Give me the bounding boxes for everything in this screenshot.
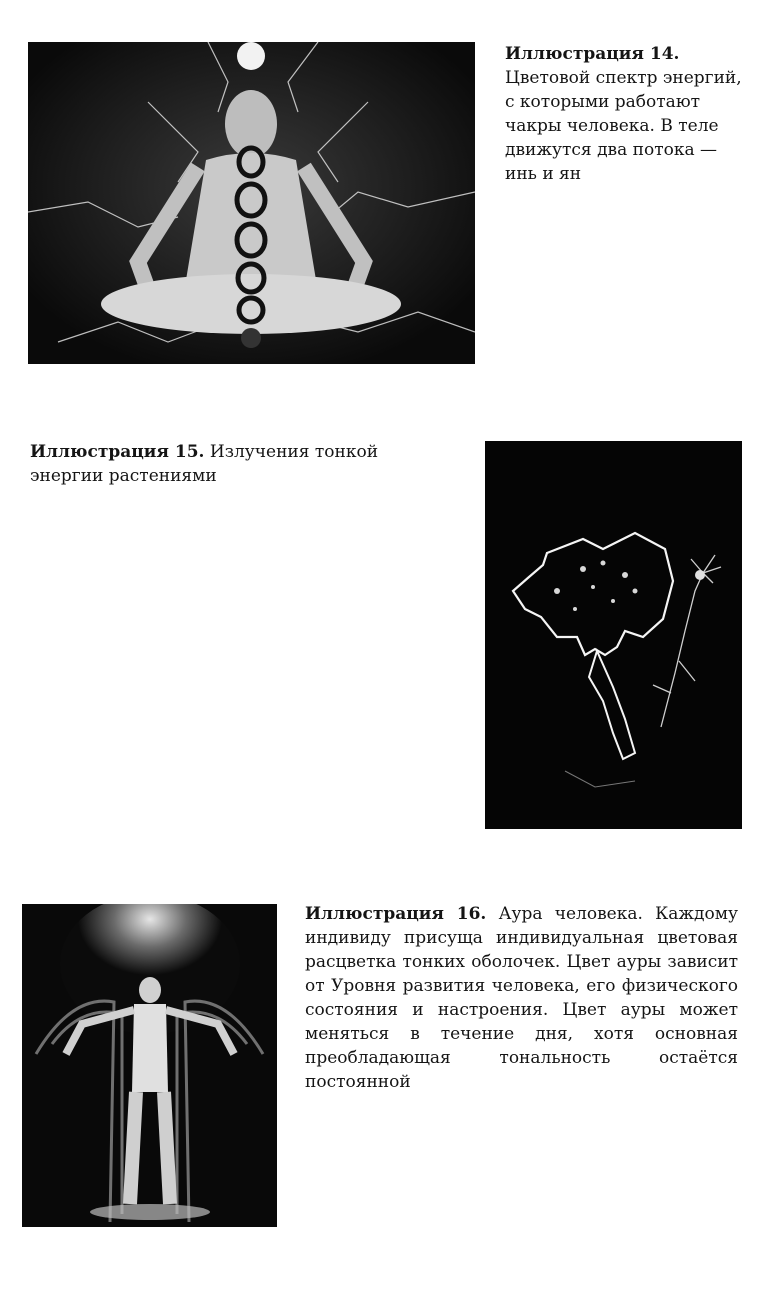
plant-aura-illustration xyxy=(485,441,742,829)
figure-16-text: Аура человека. Каждому индивиду присуща индивидуальная цветовая расцветка тонких оболочек. Цвет ауры зависит от Уровня развития человека, его физического состояния и настроения. Цвет ауры может меняться в течение дня, хотя основная преобладающая тональность остаётся постоянной xyxy=(305,904,738,1092)
figure-16-image xyxy=(22,904,277,1227)
figure-14-label: Иллюстрация 14. xyxy=(505,44,680,64)
figure-15-label: Иллюстрация 15. xyxy=(30,442,205,462)
figure-14-caption xyxy=(505,42,750,186)
figure-16-label: Иллюстрация 16. xyxy=(305,904,487,924)
figure-14-text: Цветовой спектр энергий, с которыми работают чакры человека. В теле движутся два потока — инь и ян xyxy=(505,68,742,184)
figure-15-image xyxy=(485,441,742,829)
figure-15-caption xyxy=(30,440,450,488)
figure-16-caption xyxy=(305,902,738,1094)
figure-15-text: Излучения тонкой энергии растениями xyxy=(30,442,379,486)
human-aura-illustration xyxy=(22,904,277,1227)
meditating-figure-illustration xyxy=(28,42,475,364)
figure-14-image xyxy=(28,42,475,364)
